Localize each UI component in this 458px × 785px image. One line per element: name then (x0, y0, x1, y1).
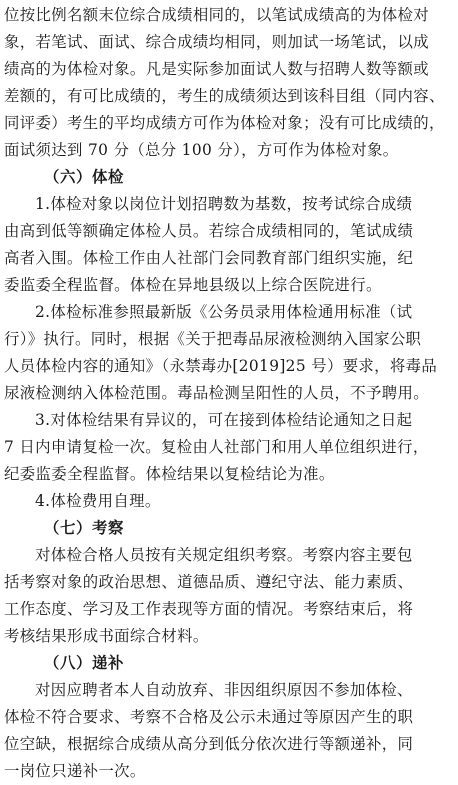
text-line: 对体检合格人员按有关规定组织考察。考察内容主要包 (35, 546, 413, 564)
text-line: 由高到低等额确定体检人员。若综合成绩相同的，笔试成绩 (4, 222, 414, 240)
text-line: 绩高的为体检对象。凡是实际参加面试人数与招聘人数等额或 (4, 60, 429, 78)
section-heading-inspection: （七）考察 (44, 519, 124, 537)
text-line: 纪委监委全程监督。体检结果以复检结论为准。 (4, 465, 335, 483)
text-line: 面试须达到 70 分（总分 100 分），方可作为体检对象。 (4, 141, 399, 159)
text-line: 考核结果形成书面综合材料。 (4, 627, 209, 645)
text-line: 象，若笔试、面试、综合成绩均相同，则加试一场笔试，以成 (4, 33, 429, 51)
text-line: 尿液检测纳入体检范围。毒品检测呈阳性的人员，不予聘用。 (4, 384, 429, 402)
text-line: 工作态度、学习及工作表现等方面的情况。考察结束后，将 (4, 600, 414, 618)
text-line: 1.体检对象以岗位计划招聘数为基数，按考试综合成绩 (35, 195, 413, 213)
text-line: 委监委全程监督。体检在异地县级以上综合医院进行。 (4, 276, 382, 294)
text-line: 行）》执行。同时，根据《关于把毒品尿液检测纳入国家公职 (4, 330, 422, 348)
document-page (4, 2, 454, 785)
text-line: 人员体检内容的通知》（永禁毒办[2019]25 号）要求，将毒品 (4, 357, 438, 375)
text-line: 同评委）考生的平均成绩方可作为体检对象；没有可比成绩的， (4, 114, 445, 132)
text-line: 高者入围。体检工作由人社部门会同教育部门组织实施，纪 (4, 249, 414, 267)
text-line: 4.体检费用自理。 (35, 492, 161, 510)
text-line: 括考察对象的政治思想、道德品质、遵纪守法、能力素质、 (4, 573, 414, 591)
text-line: 对因应聘者本人自动放弃、非因组织原因不参加体检、 (35, 681, 413, 699)
text-line: 7 日内申请复检一次。复检由人社部门和用人单位组织进行， (4, 438, 429, 456)
text-line: 位按比例名额末位综合成绩相同的，以笔试成绩高的为体检对 (4, 6, 429, 24)
section-heading-physical-exam: （六）体检 (44, 168, 124, 186)
text-line: 2.体检标准参照最新版《公务员录用体检通用标准（试 (35, 303, 413, 321)
text-line: 3.对体检结果有异议的，可在接到体检结论通知之日起 (35, 411, 413, 429)
text-line: 体检不符合要求、考察不合格及公示未通过等原因产生的职 (4, 708, 414, 726)
text-line: 位空缺，根据综合成绩从高分到低分依次进行等额递补，同 (4, 735, 414, 753)
text-line: 差额的，有可比成绩的，考生的成绩须达到该科目组（同内容、 (4, 87, 445, 105)
section-heading-replacement: （八）递补 (44, 654, 124, 672)
text-line: 一岗位只递补一次。 (4, 762, 146, 780)
